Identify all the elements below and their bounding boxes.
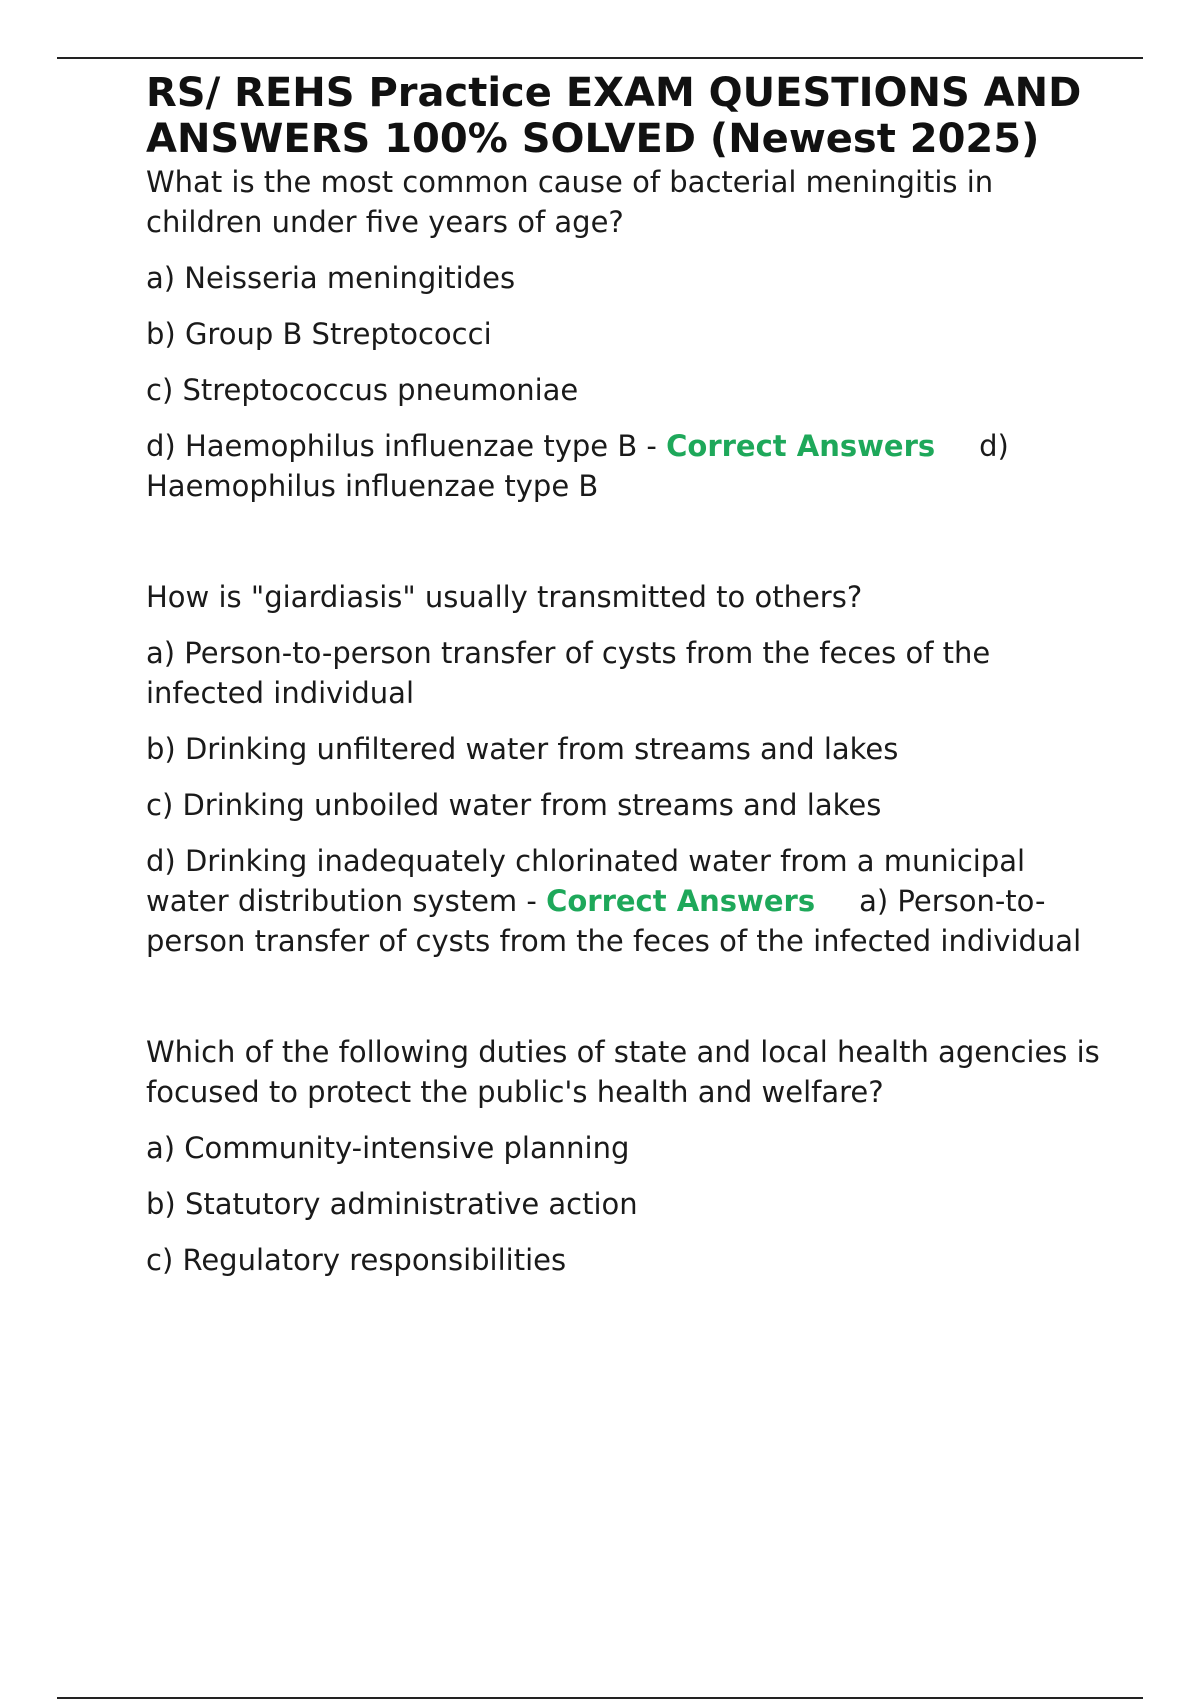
option-d: d) Drinking inadequately chlorinated water from a municipal water distribution system - (146, 844, 1026, 918)
document-body (146, 70, 1116, 1296)
option-c: c) Regulatory responsibilities (146, 1243, 567, 1277)
top-rule (57, 57, 1143, 59)
option-d-with-answer (146, 426, 1116, 506)
question-text: How is "giardiasis" usually transmitted to others? (146, 580, 863, 614)
option-c: c) Streptococcus pneumoniae (146, 373, 579, 407)
correct-answers-label: Correct Answers (666, 429, 936, 463)
question-text: What is the most common cause of bacterial meningitis in children under five years of age? (146, 165, 994, 239)
option-d-with-answer (146, 841, 1116, 961)
option-a: a) Neisseria meningitides (146, 261, 516, 295)
document-title: RS/ REHS Practice EXAM QUESTIONS AND ANSWERS 100% SOLVED (Newest 2025) (146, 70, 1082, 162)
question-block-3 (146, 1032, 1116, 1280)
option-b: b) Statutory administrative action (146, 1187, 638, 1221)
option-b: b) Drinking unfiltered water from streams and lakes (146, 732, 899, 766)
question-block-1 (146, 162, 1116, 506)
answer-text: d) Haemophilus influenzae type B (146, 429, 1009, 503)
answer-text: a) Person-to-person transfer of cysts from the feces of the infected individual (146, 884, 1082, 958)
correct-answers-label: Correct Answers (546, 884, 816, 918)
option-a: a) Person-to-person transfer of cysts from the feces of the infected individual (146, 636, 991, 710)
option-b: b) Group B Streptococci (146, 317, 492, 351)
option-a: a) Community-intensive planning (146, 1131, 630, 1165)
question-text: Which of the following duties of state and local health agencies is focused to protect the public's health and welfare? (146, 1035, 1100, 1109)
option-c: c) Drinking unboiled water from streams and lakes (146, 788, 882, 822)
option-d: d) Haemophilus influenzae type B - (146, 429, 667, 463)
question-block-2 (146, 577, 1116, 961)
bottom-rule (57, 1697, 1143, 1699)
